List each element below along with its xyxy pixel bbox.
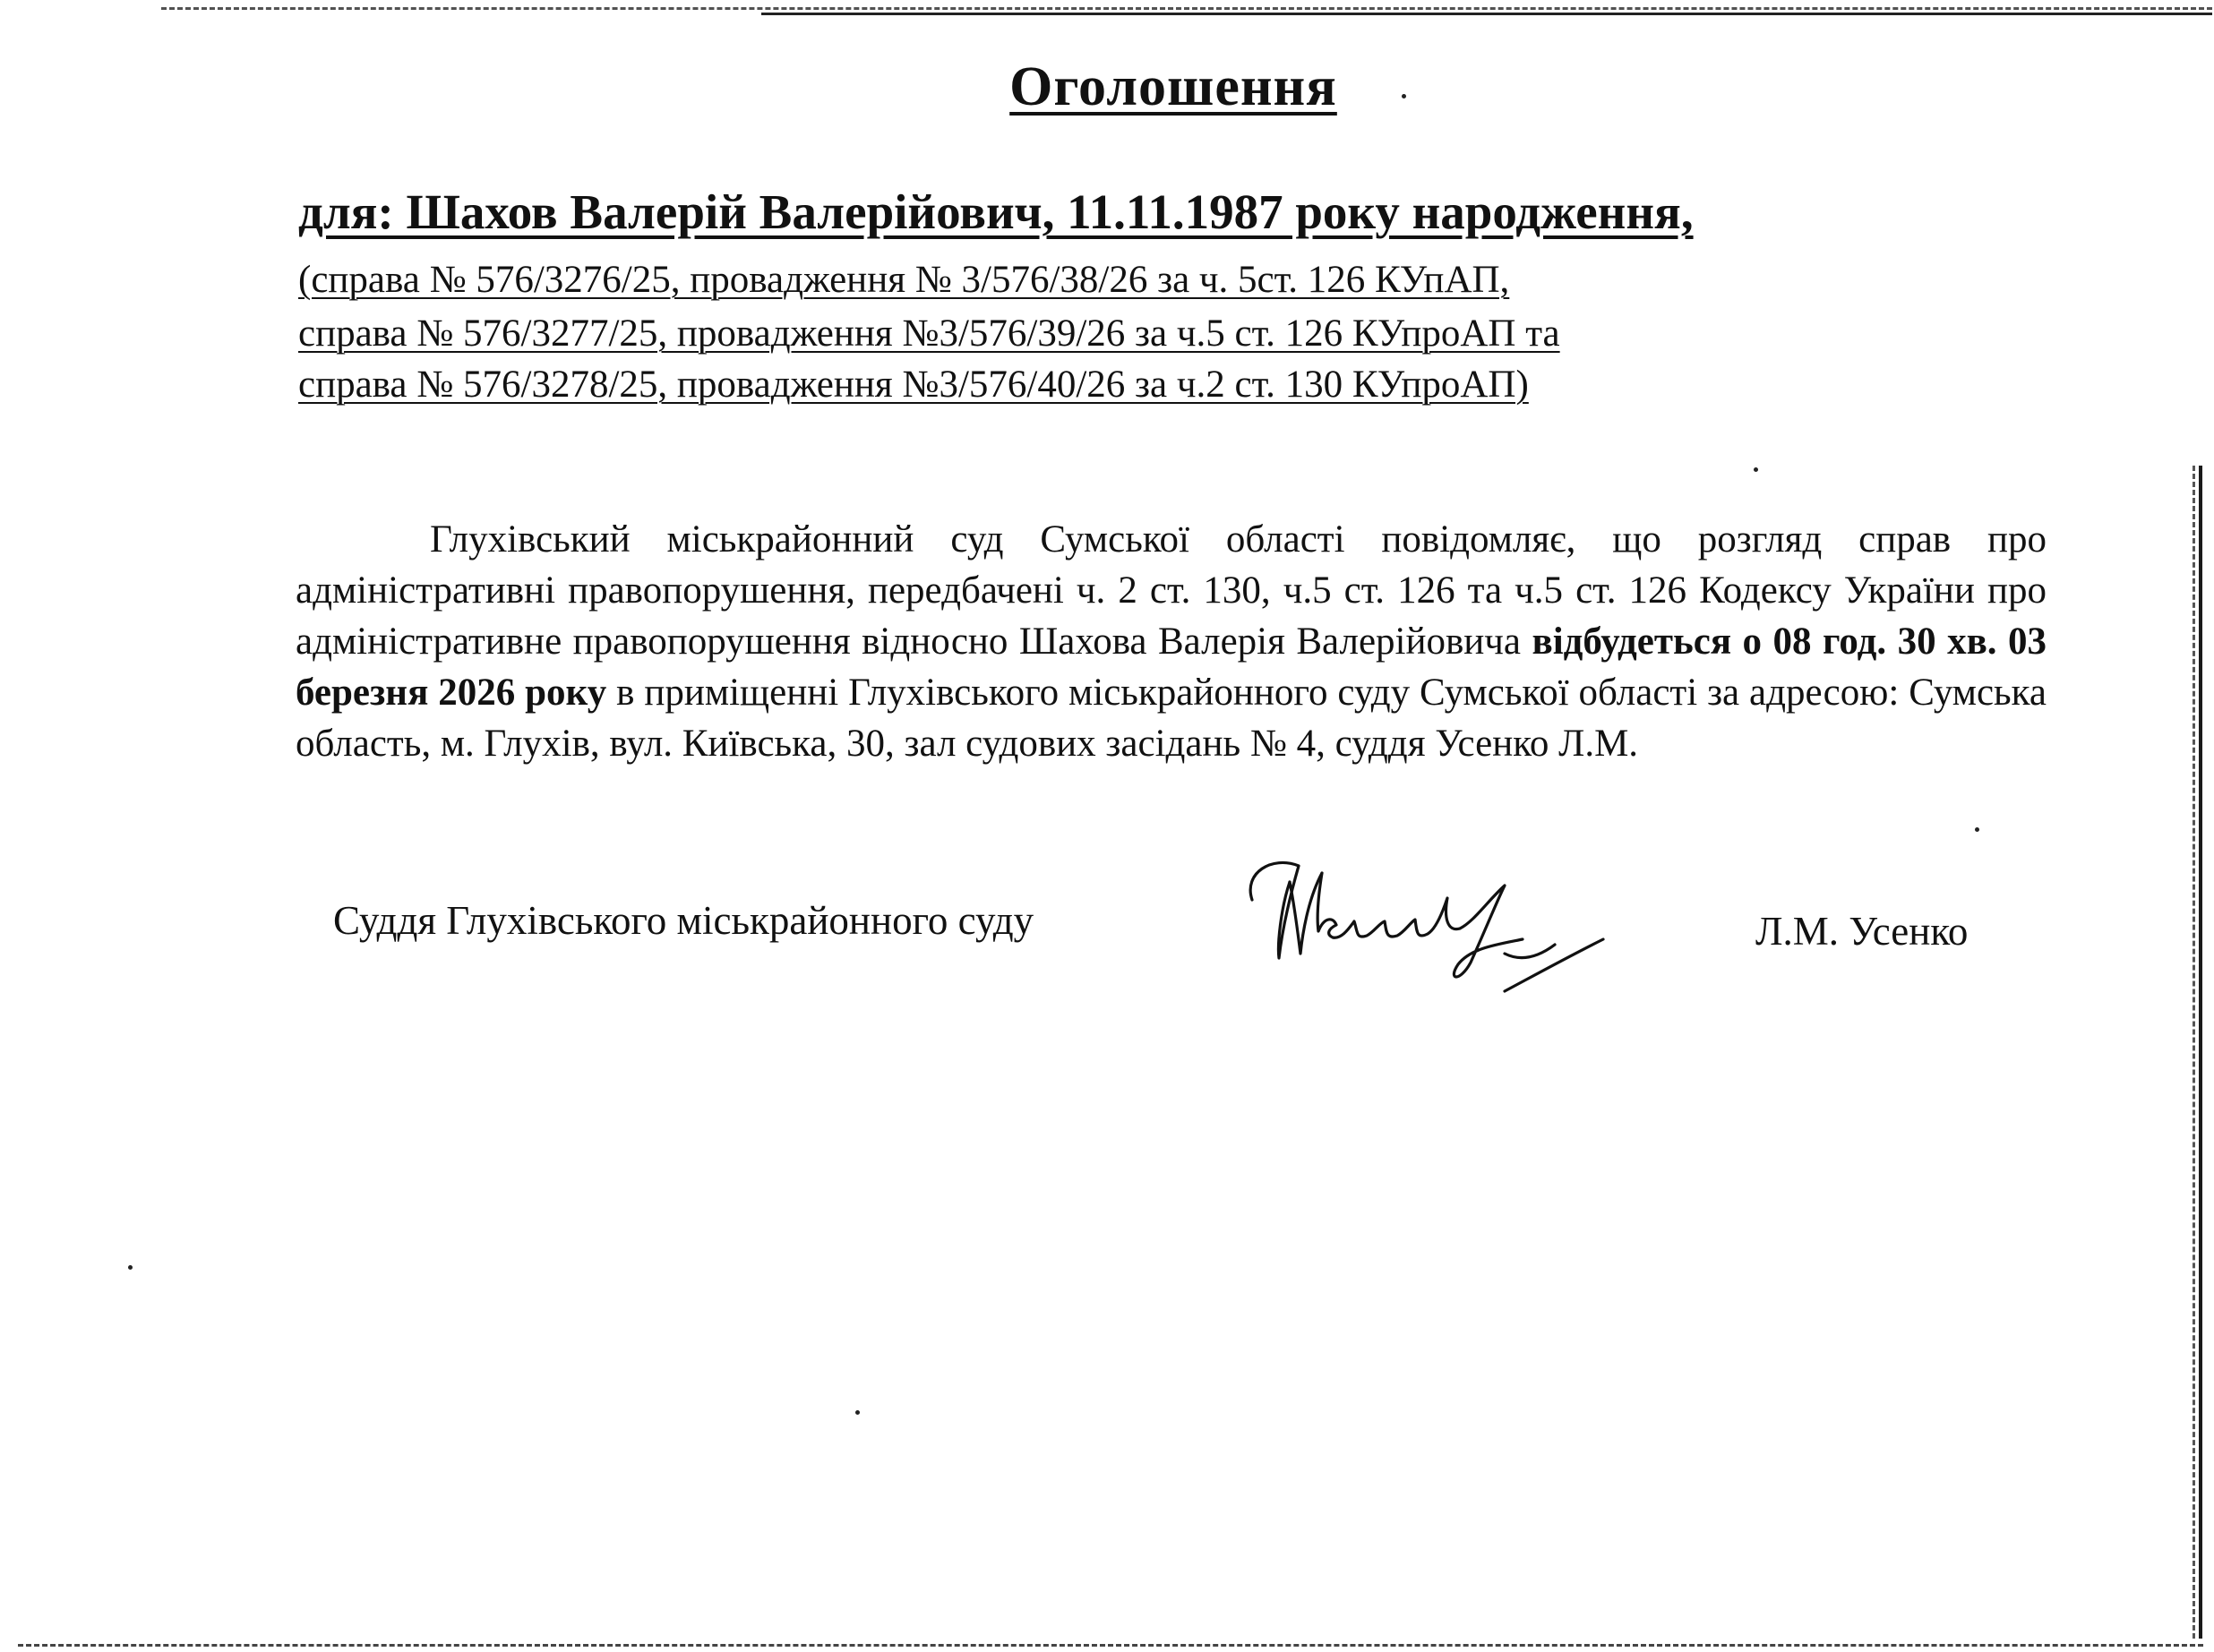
document-title: Оголошення (1009, 56, 1337, 117)
scan-edge-bottom (18, 1644, 2203, 1647)
scan-speck (855, 1410, 860, 1415)
addressee-line: для: Шахов Валерій Валерійович, 11.11.1987 року народження, (298, 184, 1694, 239)
scan-speck (128, 1265, 133, 1270)
scan-edge-top (161, 7, 2212, 10)
signatory-role: Суддя Глухівського міськрайонного суду (333, 898, 1034, 943)
hearing-datetime: відбудеться о 08 год. 30 хв. 03 березня 2026 року (296, 621, 2047, 714)
scan-edge-right (2199, 466, 2202, 1639)
scan-speck (1975, 827, 1979, 832)
scan-edge-top-solid (761, 13, 2212, 15)
case-reference-line: справа № 576/3277/25, провадження №3/576/39/26 за ч.5 ст. 126 КУпроАП та (298, 312, 1560, 355)
notice-body-text-cont: в приміщенні Глухівського міськрайонного суду Сумської області за адресою: Сумська область, м. Глухів, вул. Київська, 30, зал судових засідань № 4, суддя Усенко Л.М. (296, 672, 2047, 765)
signatory-name: Л.М. Усенко (1755, 909, 1969, 954)
scan-speck (1754, 467, 1758, 472)
notice-body-text: Глухівський міськрайонний суд Сумської області повідомляє, що розгляд справ про адміністративні правопорушення, передбачені ч. 2 ст. 130, ч.5 ст. 126 та ч.5 ст. 126 Кодексу України про адміністративне правопорушення відносно Шахова Валерія Валерійовича (296, 518, 2047, 663)
case-reference-line: (справа № 576/3276/25, провадження № 3/576/38/26 за ч. 5ст. 126 КУпАП, (298, 259, 1510, 301)
notice-body (296, 514, 2047, 769)
case-reference-line: справа № 576/3278/25, провадження №3/576/40/26 за ч.2 ст. 130 КУпроАП) (298, 364, 1529, 406)
handwritten-signature (1236, 846, 1612, 1007)
scan-edge-right-dash (2193, 466, 2195, 1639)
